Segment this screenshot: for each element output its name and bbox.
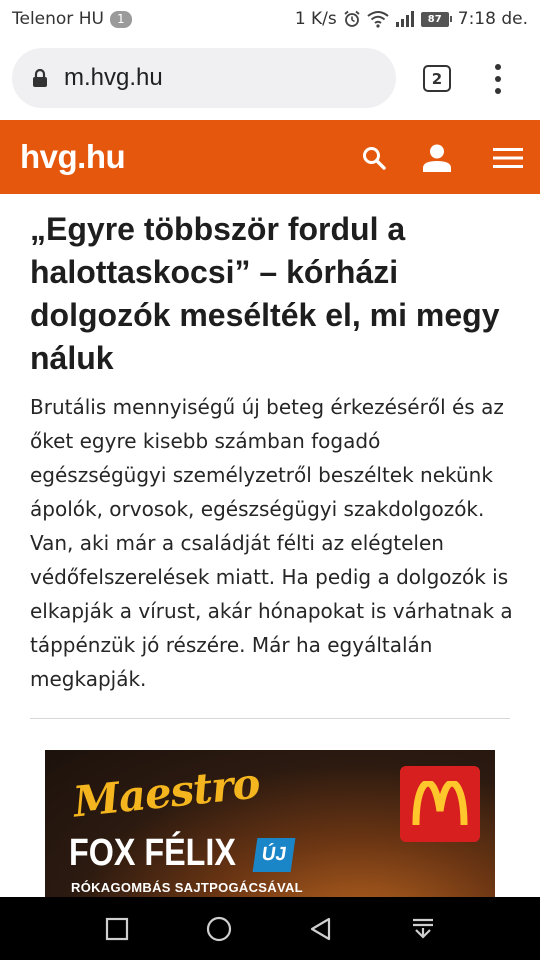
battery-level: 87 — [421, 12, 449, 27]
lock-icon — [32, 68, 48, 88]
browser-menu-button[interactable] — [488, 64, 508, 94]
carrier-info — [12, 9, 132, 29]
status-indicators — [295, 9, 528, 29]
alarm-icon — [343, 10, 361, 28]
tab-switcher-button[interactable]: 2 — [423, 65, 451, 92]
battery-icon — [421, 12, 452, 27]
recent-apps-icon[interactable] — [101, 913, 133, 945]
home-icon[interactable] — [203, 913, 235, 945]
article-lead: Brutális mennyiségű új beteg érkezéséről és az őket egyre kisebb számban fogadó egészségügyi személyzetről beszéltek nekünk ápolók, orvosok, egészségügyi szakdolgozók. Van, aki már a családját félti az elégtelen védőfelszerelések miatt. Ha pedig a dolgozók is elkapják a vírust, akár hónapokat is várhatnak a táppénzük jó részére. Már ha egyáltalán megkapják. — [30, 395, 513, 691]
back-icon[interactable] — [305, 913, 337, 945]
sim-badge: 1 — [110, 11, 132, 28]
status-bar — [0, 0, 540, 38]
divider — [30, 718, 510, 719]
account-icon[interactable] — [421, 142, 453, 174]
browser-toolbar — [0, 38, 540, 120]
article — [30, 194, 515, 696]
net-speed: 1 K/s — [294, 9, 337, 29]
hamburger-menu-icon[interactable] — [492, 142, 524, 174]
search-icon[interactable] — [358, 142, 390, 174]
site-header — [0, 120, 540, 194]
menu-dot — [495, 76, 501, 82]
ad-tagline: RÓKAGOMBÁS SAJTPOGÁCSÁVAL — [71, 880, 303, 895]
advertisement-banner[interactable] — [45, 750, 495, 898]
site-logo[interactable]: hvg.hu — [20, 138, 126, 175]
address-bar[interactable] — [12, 48, 396, 108]
menu-dot — [495, 64, 501, 70]
clock: 7:18 de. — [457, 9, 528, 29]
menu-dot — [495, 88, 501, 94]
url-text[interactable]: m.hvg.hu — [64, 64, 163, 91]
article-headline[interactable]: „Egyre többször fordul a halottaskocsi” – kórházi dolgozók mesélték el, mi megy náluk — [30, 211, 500, 376]
ad-product-name: FOX FÉLIX — [69, 832, 236, 874]
mcdonalds-logo-icon — [400, 766, 480, 842]
ad-brand-script: Maestro — [70, 758, 262, 827]
notification-shade-icon[interactable] — [407, 913, 439, 945]
carrier-name: Telenor HU — [12, 9, 104, 29]
wifi-icon — [367, 10, 389, 28]
signal-icon — [395, 10, 415, 28]
ad-new-badge: ÚJ — [253, 838, 296, 872]
system-nav-bar — [0, 897, 540, 960]
